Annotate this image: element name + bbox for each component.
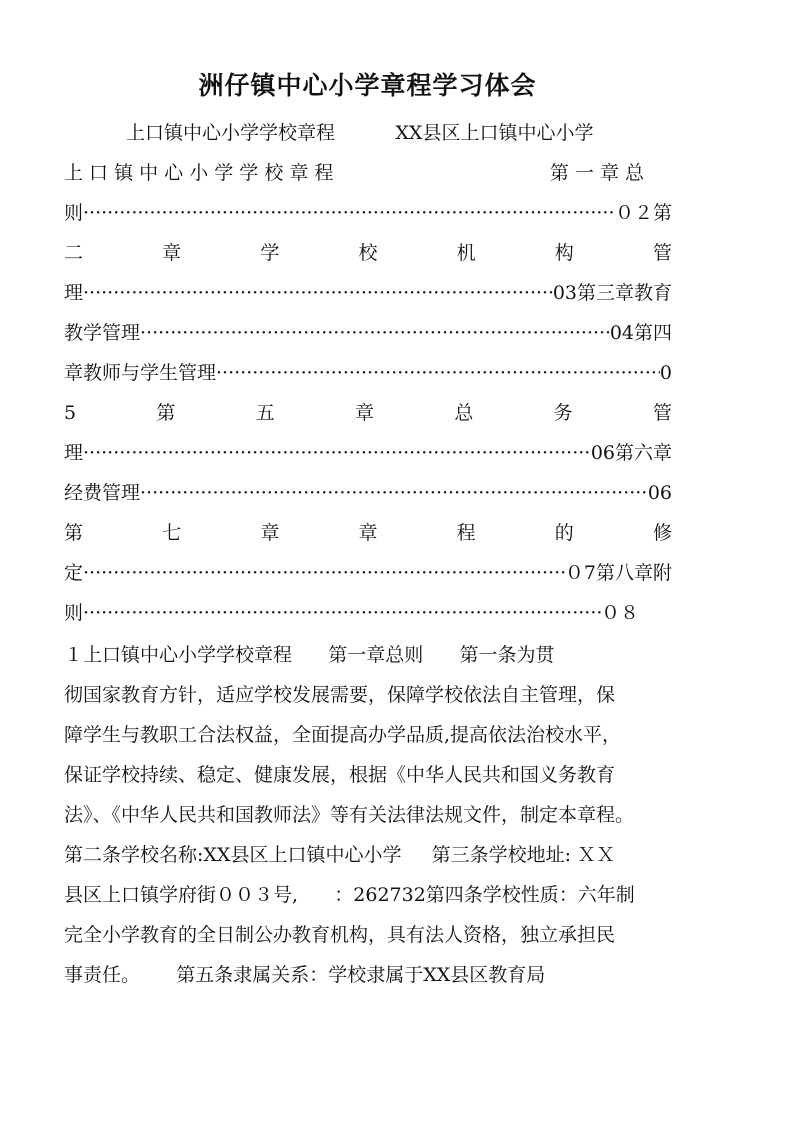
body-paragraph-line: 彻国家教育方针，适应学校发展需要，保障学校依法自主管理，保 [64,684,616,706]
toc-char: 学 [260,242,280,264]
toc-char: 的 [554,522,574,544]
toc-char: 构 [554,242,574,264]
toc-line-pre: 经费管理 [64,482,141,504]
toc-char: 管 [652,242,672,264]
toc-line-pre: 则 [64,202,84,224]
toc-char: 五 [255,402,275,424]
toc-line-post: 03第三章教育 [552,282,672,304]
toc-line [64,281,672,305]
toc-line [64,561,672,585]
toc-char: 章 [162,242,182,264]
toc-line [64,601,639,625]
body-paragraph-line: 法》、《中华人民共和国教师法》等有关法律法规文件，制定本章程。 [64,804,635,826]
toc-char: 二 [64,242,84,264]
toc-leader-dots [83,201,615,225]
toc-line-post: 0 [659,362,672,384]
body-paragraph-line: 第二条学校名称:XX县区上口镇中心小学 第三条学校地址: ＸＸ [64,844,616,866]
toc-line-pre: 理 [64,282,84,304]
toc-line-pre: 定 [64,562,84,584]
toc-line [64,321,672,345]
toc-char: 章 [358,522,378,544]
toc-char: 第 [64,522,84,544]
toc-char: 5 [64,402,77,424]
toc-line [64,361,672,385]
toc-line [64,441,672,465]
toc-char: 总 [454,402,474,424]
toc-leader-dots [83,441,591,465]
toc-leader-dots [216,361,660,385]
body-paragraph-line: １上口镇中心小学学校章程 第一章总则 第一条为贯 [64,644,555,666]
toc-header [64,161,672,185]
toc-leader-dots [83,601,601,625]
toc-line-post: ０２第 [614,202,672,224]
toc-line-post: ０８ [600,602,639,624]
toc-leader-dots [140,321,610,345]
toc-char: 程 [456,522,476,544]
toc-line-post: ０7第八章附 [564,562,672,584]
body-paragraph-line: 保证学校持续、稳定、健康发展，根据《中华人民共和国义务教育 [64,764,616,786]
toc-char: 管 [652,402,672,424]
toc-line-pre: 章教师与学生管理 [64,362,217,384]
body-paragraph-line: 障学生与教职工合法权益，全面提高办学品质,提高依法治校水平， [64,724,622,746]
body-paragraph-line: 完全小学教育的全日制公办教育机构，具有法人资格，独立承担民 [64,924,616,946]
toc-line-pre: 理 [64,442,84,464]
document-title: 洲仔镇中心小学章程学习体会 [198,71,537,100]
toc-line-pre: 教学管理 [64,322,141,344]
toc-line-post: 06第六章 [590,442,672,464]
toc-line [64,201,672,225]
toc-leader-dots [83,561,565,585]
toc-char: 七 [162,522,182,544]
toc-header-right: 第 一 章 总 [549,162,644,184]
toc-char: 机 [456,242,476,264]
toc-char: 章 [355,402,375,424]
toc-line-pre: 则 [64,602,84,624]
toc-line [64,481,672,505]
toc-leader-dots [83,281,553,305]
body-paragraph-line: 县区上口镇学府街００３号, ：262732第四条学校性质：六年制 [64,884,635,906]
toc-char: 章 [260,522,280,544]
toc-line [64,401,672,425]
toc-line-post: 04第四 [609,322,672,344]
toc-char: 修 [652,522,672,544]
toc-char: 务 [553,402,573,424]
toc-char: 第 [156,402,176,424]
toc-line [64,521,672,545]
subtitle-line: 上口镇中心小学学校章程 XX县区上口镇中心小学 [126,122,594,144]
toc-header-left: 上 口 镇 中 心 小 学 学 校 章 程 [64,162,334,184]
toc-char: 校 [358,242,378,264]
toc-leader-dots [140,481,648,505]
body-paragraph-line: 事责任。 第五条隶属关系：学校隶属于XX县区教育局 [64,964,546,986]
toc-line-post: 06 [647,482,672,504]
toc-line [64,241,672,265]
